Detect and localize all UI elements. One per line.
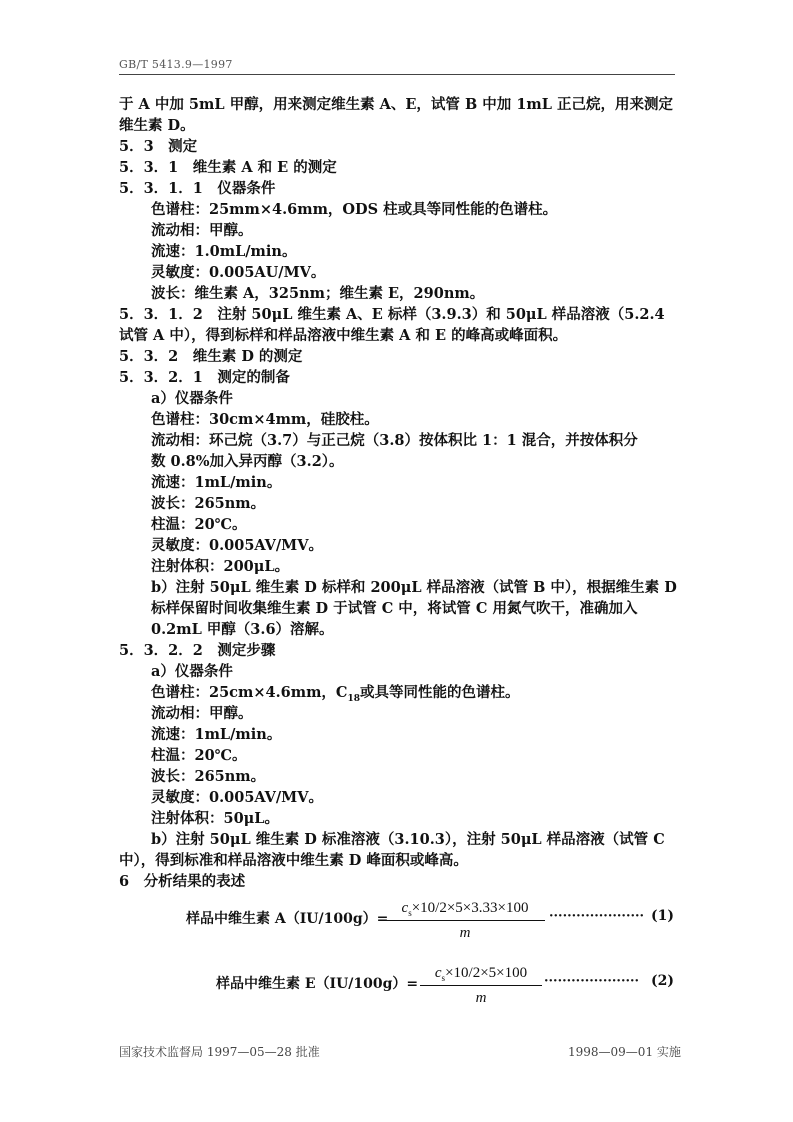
text-line: 注射体积：200μL。 <box>151 558 290 575</box>
text-line: 试管 A 中），得到标样和样品溶液中维生素 A 和 E 的峰高或峰面积。 <box>119 327 568 344</box>
section-heading: 5．3．1 维生素 A 和 E 的测定 <box>119 159 337 176</box>
standard-number-header: GB/T 5413.9—1997 <box>119 58 233 71</box>
text-line: 色谱柱：25mm×4.6mm，ODS 柱或具等同性能的色谱柱。 <box>151 201 558 218</box>
text-line: 维生素 D。 <box>119 117 195 134</box>
text-line: 流动相：环己烷（3.7）与正己烷（3.8）按体积比 1：1 混合，并按体积分 <box>151 432 638 449</box>
text-line: 波长：维生素 A，325nm；维生素 E，290nm。 <box>151 285 485 302</box>
text-line: 柱温：20℃。 <box>151 747 247 764</box>
text-line: 波长：265nm。 <box>151 495 266 512</box>
numerator-variable: c <box>401 900 409 916</box>
text-line: 灵敏度：0.005AV/MV。 <box>151 537 323 554</box>
equation-number: (1) <box>651 908 674 924</box>
text-line: 灵敏度：0.005AU/MV。 <box>151 264 326 281</box>
numerator-rest: ×10/2×5×100 <box>445 965 528 981</box>
formula-denominator: m <box>475 990 487 1006</box>
section-heading: 6 分析结果的表述 <box>119 873 246 890</box>
formula-numerator <box>385 900 545 921</box>
text-line: 5．3．1．2 注射 50μL 维生素 A、E 标样（3.9.3）和 50μL 样品溶液（5.2.4 <box>119 306 665 323</box>
text-line <box>151 686 519 704</box>
formula-fraction <box>420 965 542 1007</box>
text-line: 注射体积：50μL。 <box>151 810 279 827</box>
text-line: 灵敏度：0.005AV/MV。 <box>151 789 323 806</box>
leader-dots: ····················· <box>544 974 640 989</box>
text-line: 于 A 中加 5mL 甲醇，用来测定维生素 A、E，试管 B 中加 1mL 正己烷，用来测定 <box>119 96 673 113</box>
text-line: b）注射 50μL 维生素 D 标准溶液（3.10.3），注射 50μL 样品溶液（试管 C <box>151 831 665 848</box>
text-line: b）注射 50μL 维生素 D 标样和 200μL 样品溶液（试管 B 中），根据维生素 D <box>151 579 677 596</box>
numerator-subscript: s <box>441 973 446 983</box>
section-heading: 5．3．2．2 测定步骤 <box>119 642 276 659</box>
formula-fraction <box>385 900 545 942</box>
text-line: a）仪器条件 <box>151 663 233 680</box>
section-heading: 5．3．2 维生素 D 的测定 <box>119 348 303 365</box>
numerator-variable: c <box>434 965 442 981</box>
formula-label: 样品中维生素 A（IU/100g）= <box>186 911 389 927</box>
text-line: 标样保留时间收集维生素 D 于试管 C 中，将试管 C 用氮气吹干，准确加入 <box>151 600 638 617</box>
text-line: 流速：1mL/min。 <box>151 726 282 743</box>
section-heading: 5．3 测定 <box>119 138 198 155</box>
formula-denominator: m <box>459 925 471 941</box>
subscript: 18 <box>347 693 360 704</box>
numerator-subscript: s <box>408 908 412 918</box>
text-line: 流动相：甲醇。 <box>151 222 253 239</box>
implementation-footer: 1998—09—01 实施 <box>568 1045 681 1059</box>
text-line: 波长：265nm。 <box>151 768 266 785</box>
text-fragment: 色谱柱：25cm×4.6mm，C <box>151 684 348 701</box>
text-line: 中），得到标准和样品溶液中维生素 D 峰面积或峰高。 <box>119 852 468 869</box>
formula-label: 样品中维生素 E（IU/100g）= <box>216 976 419 992</box>
text-line: 流动相：甲醇。 <box>151 705 253 722</box>
header-divider <box>119 74 675 75</box>
text-line: a）仪器条件 <box>151 390 233 407</box>
leader-dots: ····················· <box>549 909 645 924</box>
text-line: 柱温：20℃。 <box>151 516 247 533</box>
equation-number: (2) <box>651 973 674 989</box>
section-heading: 5．3．1．1 仪器条件 <box>119 180 276 197</box>
text-line: 流速：1.0mL/min。 <box>151 243 297 260</box>
approval-footer: 国家技术监督局 1997—05—28 批准 <box>119 1045 320 1059</box>
text-line: 流速：1mL/min。 <box>151 474 282 491</box>
text-line: 数 0.8%加入异丙醇（3.2）。 <box>151 453 344 470</box>
numerator-rest: ×10/2×5×3.33×100 <box>411 900 529 916</box>
section-heading: 5．3．2．1 测定的制备 <box>119 369 290 386</box>
text-line: 0.2mL 甲醇（3.6）溶解。 <box>151 621 334 638</box>
formula-numerator <box>420 965 542 986</box>
text-line: 色谱柱：30cm×4mm，硅胶柱。 <box>151 411 379 428</box>
text-fragment: 或具等同性能的色谱柱。 <box>359 684 520 701</box>
